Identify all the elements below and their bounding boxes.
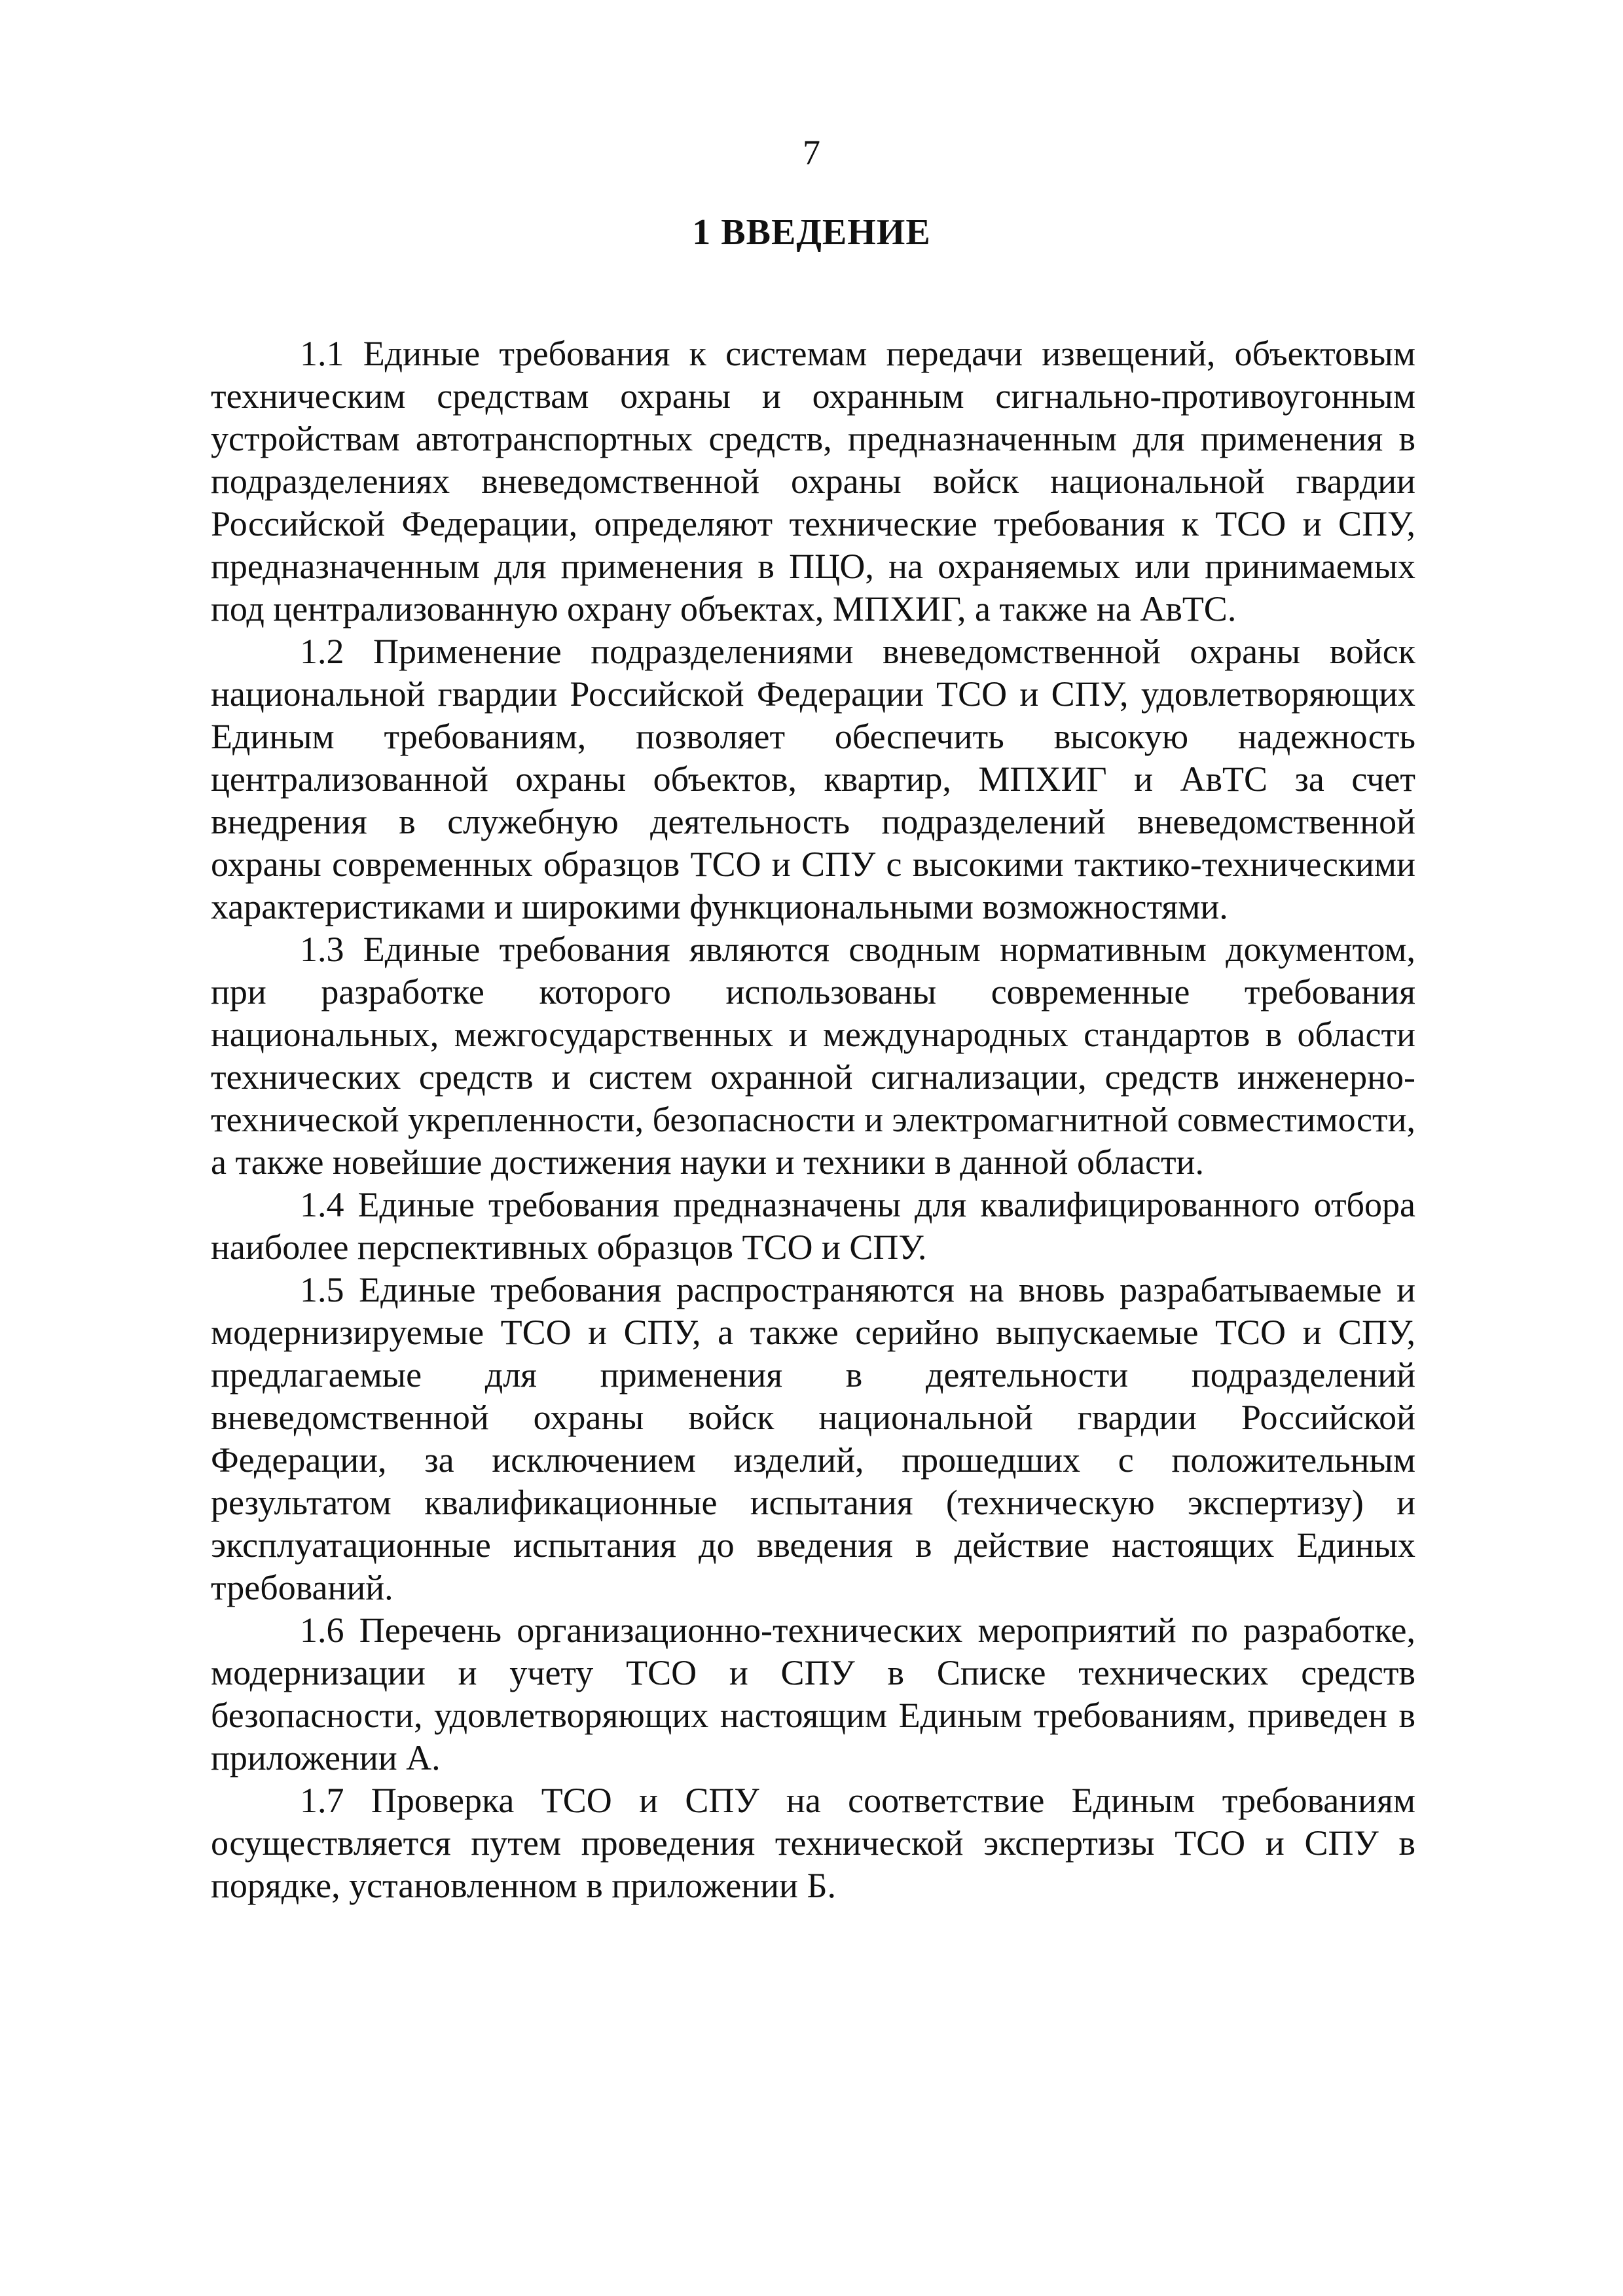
paragraph-1-3: 1.3 Единые требования являются сводным нормативным документом, при разработке которого использованы современные требования национальных, межгосударственных и международных стандартов в области технических средств и систем охранной сигнализации, средств инженерно-технической укрепленности, безопасности и электромагнитной совместимости, а также новейшие достижения науки и техники в данной области.: [211, 930, 1415, 1182]
paragraph-1-6: 1.6 Перечень организационно-технических мероприятий по разработке, модернизации и учету ТСО и СПУ в Списке технических средств безопасности, удовлетворяющих настоящим Единым требованиям, приведен в приложении А.: [211, 1611, 1415, 1777]
paragraph-1-5: 1.5 Единые требования распространяются на вновь разрабатываемые и модернизируемые ТСО и СПУ, а также серийно выпускаемые ТСО и СПУ, предлагаемые для применения в деятельности подразделений вневедомственной охраны войск национальной гвардии Российской Федерации, за исключением изделий, прошедших с положительным результатом квалификационные испытания (техническую экспертизу) и эксплуатационные испытания до введения в действие настоящих Единых требований.: [211, 1270, 1415, 1607]
paragraph-1-7: 1.7 Проверка ТСО и СПУ на соответствие Единым требованиям осуществляется путем проведения технической экспертизы ТСО и СПУ в порядке, установленном в приложении Б.: [211, 1781, 1415, 1905]
paragraph-1-1: 1.1 Единые требования к системам передачи извещений, объектовым техническим средствам охраны и охранным сигнально-противоугонным устройствам автотранспортных средств, предназначенным для применения в подразделениях вневедомственной охраны войск национальной гвардии Российской Федерации, определяют технические требования к ТСО и СПУ, предназначенным для применения в ПЦО, на охраняемых или принимаемых под централизованную охрану объектах, МПХИГ, а также на АвТС.: [211, 334, 1415, 629]
paragraph-1-2: 1.2 Применение подразделениями вневедомственной охраны войск национальной гвардии Российской Федерации ТСО и СПУ, удовлетворяющих Единым требованиям, позволяет обеспечить высокую надежность централизованной охраны объектов, квартир, МПХИГ и АвТС за счет внедрения в служебную деятельность подразделений вневедомственной охраны современных образцов ТСО и СПУ с высокими тактико-техническими характеристиками и широкими функциональными возможностями.: [211, 632, 1415, 926]
section-body: [211, 333, 1415, 1907]
paragraph-1-4: 1.4 Единые требования предназначены для квалифицированного отбора наиболее перспективных образцов ТСО и СПУ.: [211, 1185, 1415, 1267]
page-number: 7: [803, 133, 820, 172]
section-title: 1 ВВЕДЕНИЕ: [692, 212, 931, 253]
